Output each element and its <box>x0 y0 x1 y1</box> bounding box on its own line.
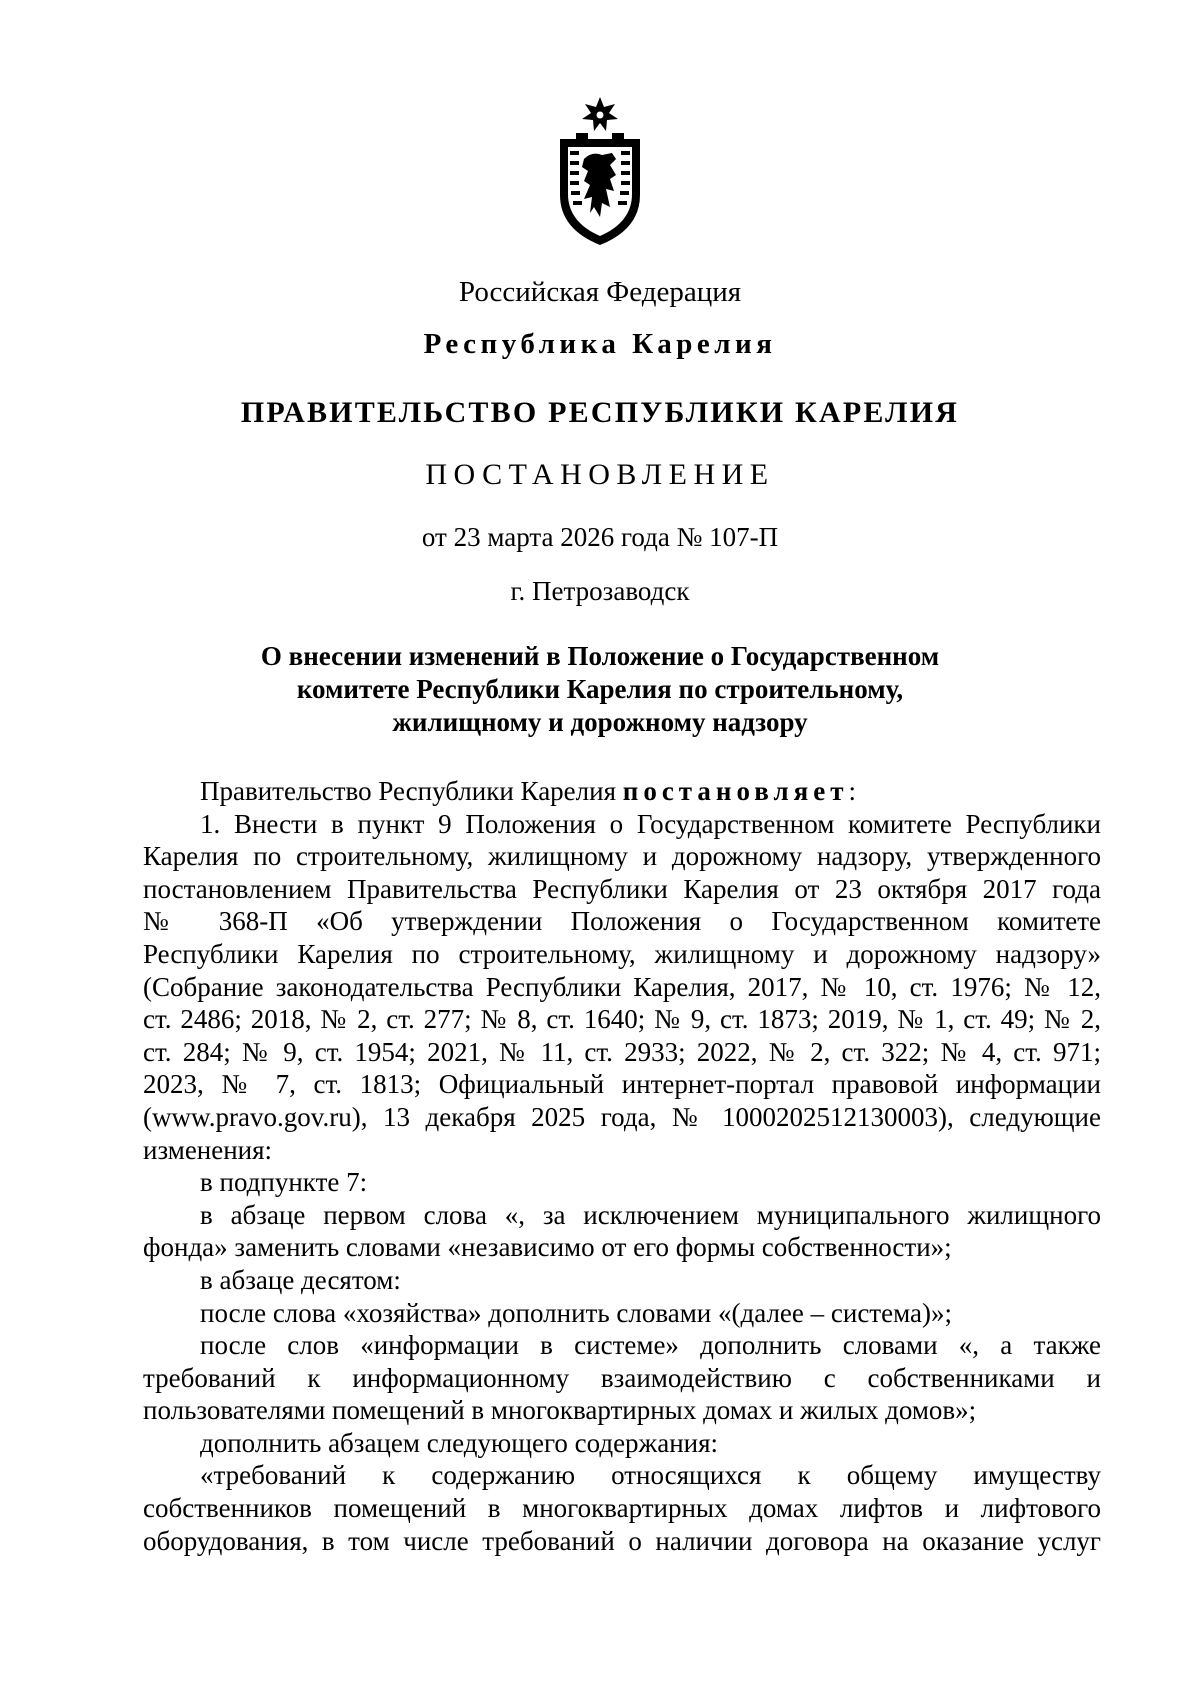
body-line: ст. 284; № 9, ст. 1954; 2021, № 11, ст. 2933; 2022, № 2, ст. 322; № 4, ст. 971; <box>143 1036 1101 1067</box>
body-line: собственников помещений в многоквартирных домах лифтов и лифтового <box>143 1493 1101 1524</box>
body-line: «требований к содержанию относящихся к общему имуществу <box>200 1460 1101 1491</box>
body-line: (www.pravo.gov.ru), 13 декабря 2025 года, № 1000202512130003), следующие <box>143 1101 1101 1132</box>
title-line: жилищному и дорожному надзору <box>392 707 808 737</box>
title-line: комитете Республики Карелия по строительному, <box>296 674 904 704</box>
government-name: ПРАВИТЕЛЬСТВО РЕСПУБЛИКИ КАРЕЛИЯ <box>240 396 960 429</box>
body-line: (Собрание законодательства Республики Карелия, 2017, № 10, ст. 1976; № 12, <box>143 971 1101 1002</box>
body-line: в подпункте 7: <box>200 1167 368 1198</box>
karelia-coat-of-arms-icon <box>554 95 646 247</box>
body-line: пользователями помещений в многоквартирных домах и жилых домов»; <box>143 1395 977 1426</box>
title-line: О внесении изменений в Положение о Государственном <box>260 641 940 671</box>
body-line: Республики Карелия по строительному, жилищному и дорожному надзору» <box>143 938 1101 969</box>
preamble-text: Правительство Республики Карелия <box>200 776 623 806</box>
document-type: ПОСТАНОВЛЕНИЕ <box>425 458 775 491</box>
preamble-paragraph <box>143 775 1101 808</box>
document-body <box>143 775 1101 1557</box>
body-line: после слов «информации в системе» дополнить словами «, а также <box>200 1330 1101 1361</box>
republic-name: Республика Карелия <box>423 328 777 360</box>
document-date-number: от 23 марта 2026 года № 107-П <box>421 522 779 552</box>
body-line: в абзаце десятом: <box>200 1264 401 1295</box>
document-title <box>0 640 1200 739</box>
body-line: после слова «хозяйства» дополнить словами «(далее – система)»; <box>200 1297 952 1328</box>
preamble-colon: : <box>848 776 857 806</box>
body-line: изменения: <box>143 1134 273 1165</box>
body-line: оборудования, в том числе требований о наличии договора на оказание услуг <box>143 1525 1101 1556</box>
body-line: № 368-П «Об утверждении Положения о Государственном комитете <box>143 906 1101 937</box>
preamble-verb: постановляет <box>622 776 849 806</box>
body-line: 2023, № 7, ст. 1813; Официальный интернет-портал правовой информации <box>143 1069 1101 1100</box>
body-line: постановлением Правительства Республики Карелия от 23 октября 2017 года <box>143 873 1101 904</box>
body-line: в абзаце первом слова «, за исключением муниципального жилищного <box>200 1199 1101 1230</box>
body-line: Карелия по строительному, жилищному и дорожному надзору, утвержденного <box>143 841 1101 872</box>
body-line: 1. Внести в пункт 9 Положения о Государственном комитете Республики <box>200 808 1101 839</box>
body-line: фонда» заменить словами «независимо от его формы собственности»; <box>143 1232 952 1263</box>
body-line: требований к информационному взаимодействию с собственниками и <box>143 1362 1101 1393</box>
body-line: ст. 2486; 2018, № 2, ст. 277; № 8, ст. 1640; № 9, ст. 1873; 2019, № 1, ст. 49; № 2, <box>143 1004 1101 1035</box>
document-city: г. Петрозаводск <box>510 576 690 606</box>
country-name: Российская Федерация <box>458 276 742 308</box>
body-line: дополнить абзацем следующего содержания: <box>200 1427 719 1458</box>
